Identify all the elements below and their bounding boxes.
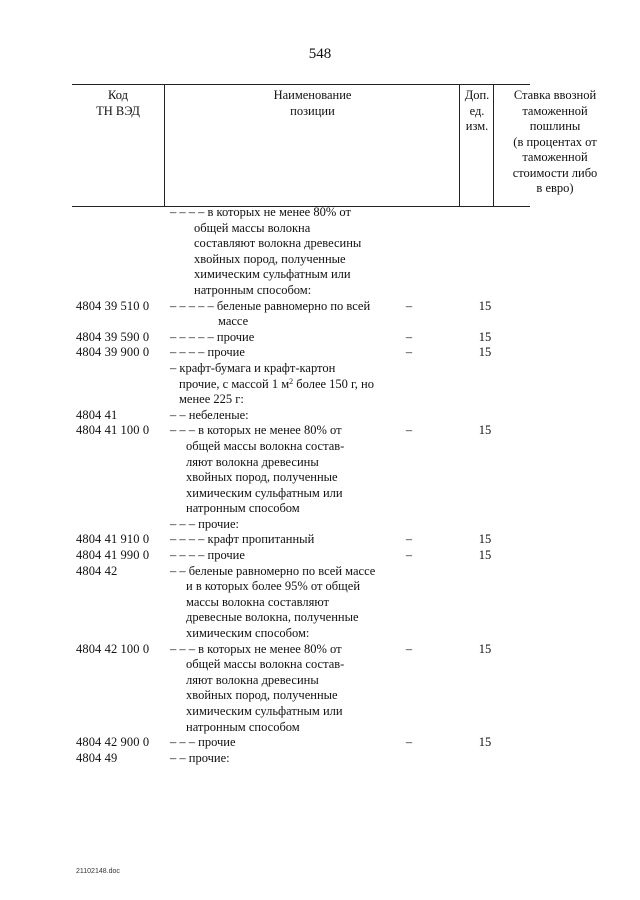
table-body (0, 205, 640, 766)
tariff-code: 4804 39 510 0 (76, 298, 150, 313)
table-row (0, 361, 640, 408)
table-row (0, 299, 640, 330)
table-row (0, 735, 640, 751)
description-line: – – – – – прочие (170, 329, 255, 344)
description-line: ляют волокна древесины (186, 672, 319, 687)
position-description (170, 408, 392, 424)
description-line: натронным способом (186, 719, 300, 734)
description-line: – – беленые равномерно по всей массе (170, 563, 376, 578)
description-line: – – – – прочие (170, 548, 245, 563)
tariff-code: 4804 39 590 0 (76, 329, 150, 344)
table-row (0, 345, 640, 361)
description-line: ляют волокна древесины (186, 454, 319, 469)
description-line: массы волокна составляют (186, 594, 329, 609)
additional-unit: – (405, 329, 413, 344)
table-row (0, 642, 640, 736)
tariff-code: 4804 41 990 0 (76, 548, 150, 563)
duty-rate: 15 (478, 735, 492, 750)
description-text-after: более 150 г, но (293, 376, 374, 391)
duty-rate: 15 (478, 329, 492, 344)
position-description (170, 642, 392, 736)
description-line: – – небеленые: (170, 407, 249, 422)
additional-unit: – (405, 345, 413, 360)
tariff-code: 4804 42 100 0 (76, 641, 150, 656)
table-header (72, 84, 598, 207)
tariff-code: 4804 49 (76, 750, 118, 765)
description-line: древесные волокна, полученные (186, 610, 359, 625)
table-row (0, 408, 640, 424)
description-line: – – – в которых не менее 80% от (170, 423, 342, 438)
description-line: – – – – – беленые равномерно по всей (170, 298, 371, 313)
position-description (170, 532, 392, 548)
description-line (170, 377, 392, 393)
position-description (170, 361, 392, 408)
description-line: хвойных пород, полученные (194, 251, 346, 266)
description-line: общей массы волокна состав- (186, 657, 345, 672)
table-row (0, 330, 640, 346)
description-line: – – – – прочие (170, 345, 245, 360)
tariff-code: 4804 41 910 0 (76, 532, 150, 547)
header-unit-label: Доп. ед. изм. (464, 88, 490, 133)
position-description (170, 205, 392, 299)
table-row (0, 205, 640, 299)
description-line: составляют волокна древесины (194, 236, 362, 251)
duty-rate: 15 (478, 548, 492, 563)
table-row (0, 423, 640, 517)
description-line: химическим сульфатным или (186, 485, 343, 500)
position-description (170, 735, 392, 751)
table-row (0, 548, 640, 564)
description-line: – – прочие: (170, 750, 230, 765)
description-line: натронным способом: (194, 282, 312, 297)
description-line: хвойных пород, полученные (186, 688, 338, 703)
additional-unit: – (405, 423, 413, 438)
description-line: – – – – в которых не менее 80% от (170, 205, 351, 219)
tariff-code: 4804 39 900 0 (76, 345, 150, 360)
table-row (0, 564, 640, 642)
duty-rate: 15 (478, 423, 492, 438)
position-description (170, 330, 392, 346)
position-description (170, 345, 392, 361)
header-name-label: Наименование позиции (273, 88, 352, 118)
table-row (0, 532, 640, 548)
description-line: – – – в которых не менее 80% от (170, 641, 342, 656)
position-description (170, 548, 392, 564)
position-description (170, 423, 392, 517)
additional-unit: – (405, 641, 413, 656)
position-description (170, 517, 392, 533)
file-name-footer: 21102148.doc (76, 868, 120, 875)
description-line: – – – – крафт пропитанный (170, 532, 315, 547)
header-code-label: Код ТН ВЭД (96, 88, 140, 118)
position-description (170, 299, 392, 330)
duty-rate: 15 (478, 298, 492, 313)
header-unit-column (459, 85, 494, 206)
description-line: массе (218, 314, 249, 329)
description-line: химическим сульфатным или (194, 267, 351, 282)
page-number: 548 (308, 46, 332, 62)
description-line: общей массы волокна (194, 220, 311, 235)
description-line: хвойных пород, полученные (186, 470, 338, 485)
duty-rate: 15 (478, 345, 492, 360)
table-row (0, 751, 640, 767)
header-code-column (72, 85, 164, 206)
tariff-code: 4804 41 (76, 407, 118, 422)
tariff-code: 4804 42 900 0 (76, 735, 150, 750)
description-line: – крафт-бумага и крафт-картон (170, 360, 336, 375)
additional-unit: – (405, 548, 413, 563)
description-line: химическим сульфатным или (186, 704, 343, 718)
description-line: – – – прочие: (170, 516, 239, 531)
duty-rate: 15 (478, 532, 492, 547)
additional-unit: – (405, 735, 413, 750)
description-line: менее 225 г: (179, 392, 244, 407)
description-line: – – – прочие (170, 735, 236, 750)
tariff-code: 4804 42 (76, 563, 118, 578)
position-description (170, 564, 392, 642)
superscript: 2 (289, 376, 294, 386)
description-line: и в которых более 95% от общей (186, 579, 361, 594)
description-text: прочие, с массой 1 м (179, 376, 290, 391)
duty-rate: 15 (478, 641, 492, 656)
additional-unit: – (405, 298, 413, 313)
position-description (170, 751, 392, 767)
header-rate-column (493, 85, 614, 206)
additional-unit: – (405, 532, 413, 547)
description-line: общей массы волокна состав- (186, 438, 345, 453)
description-line: химическим способом: (186, 626, 310, 641)
header-name-column (164, 85, 460, 206)
header-rate-label: Ставка ввозной таможенной пошлины (в процентах от таможенной стоимости либо в евро) (512, 88, 598, 195)
description-line: натронным способом (186, 501, 300, 516)
tariff-code: 4804 41 100 0 (76, 423, 150, 438)
table-row (0, 517, 640, 533)
